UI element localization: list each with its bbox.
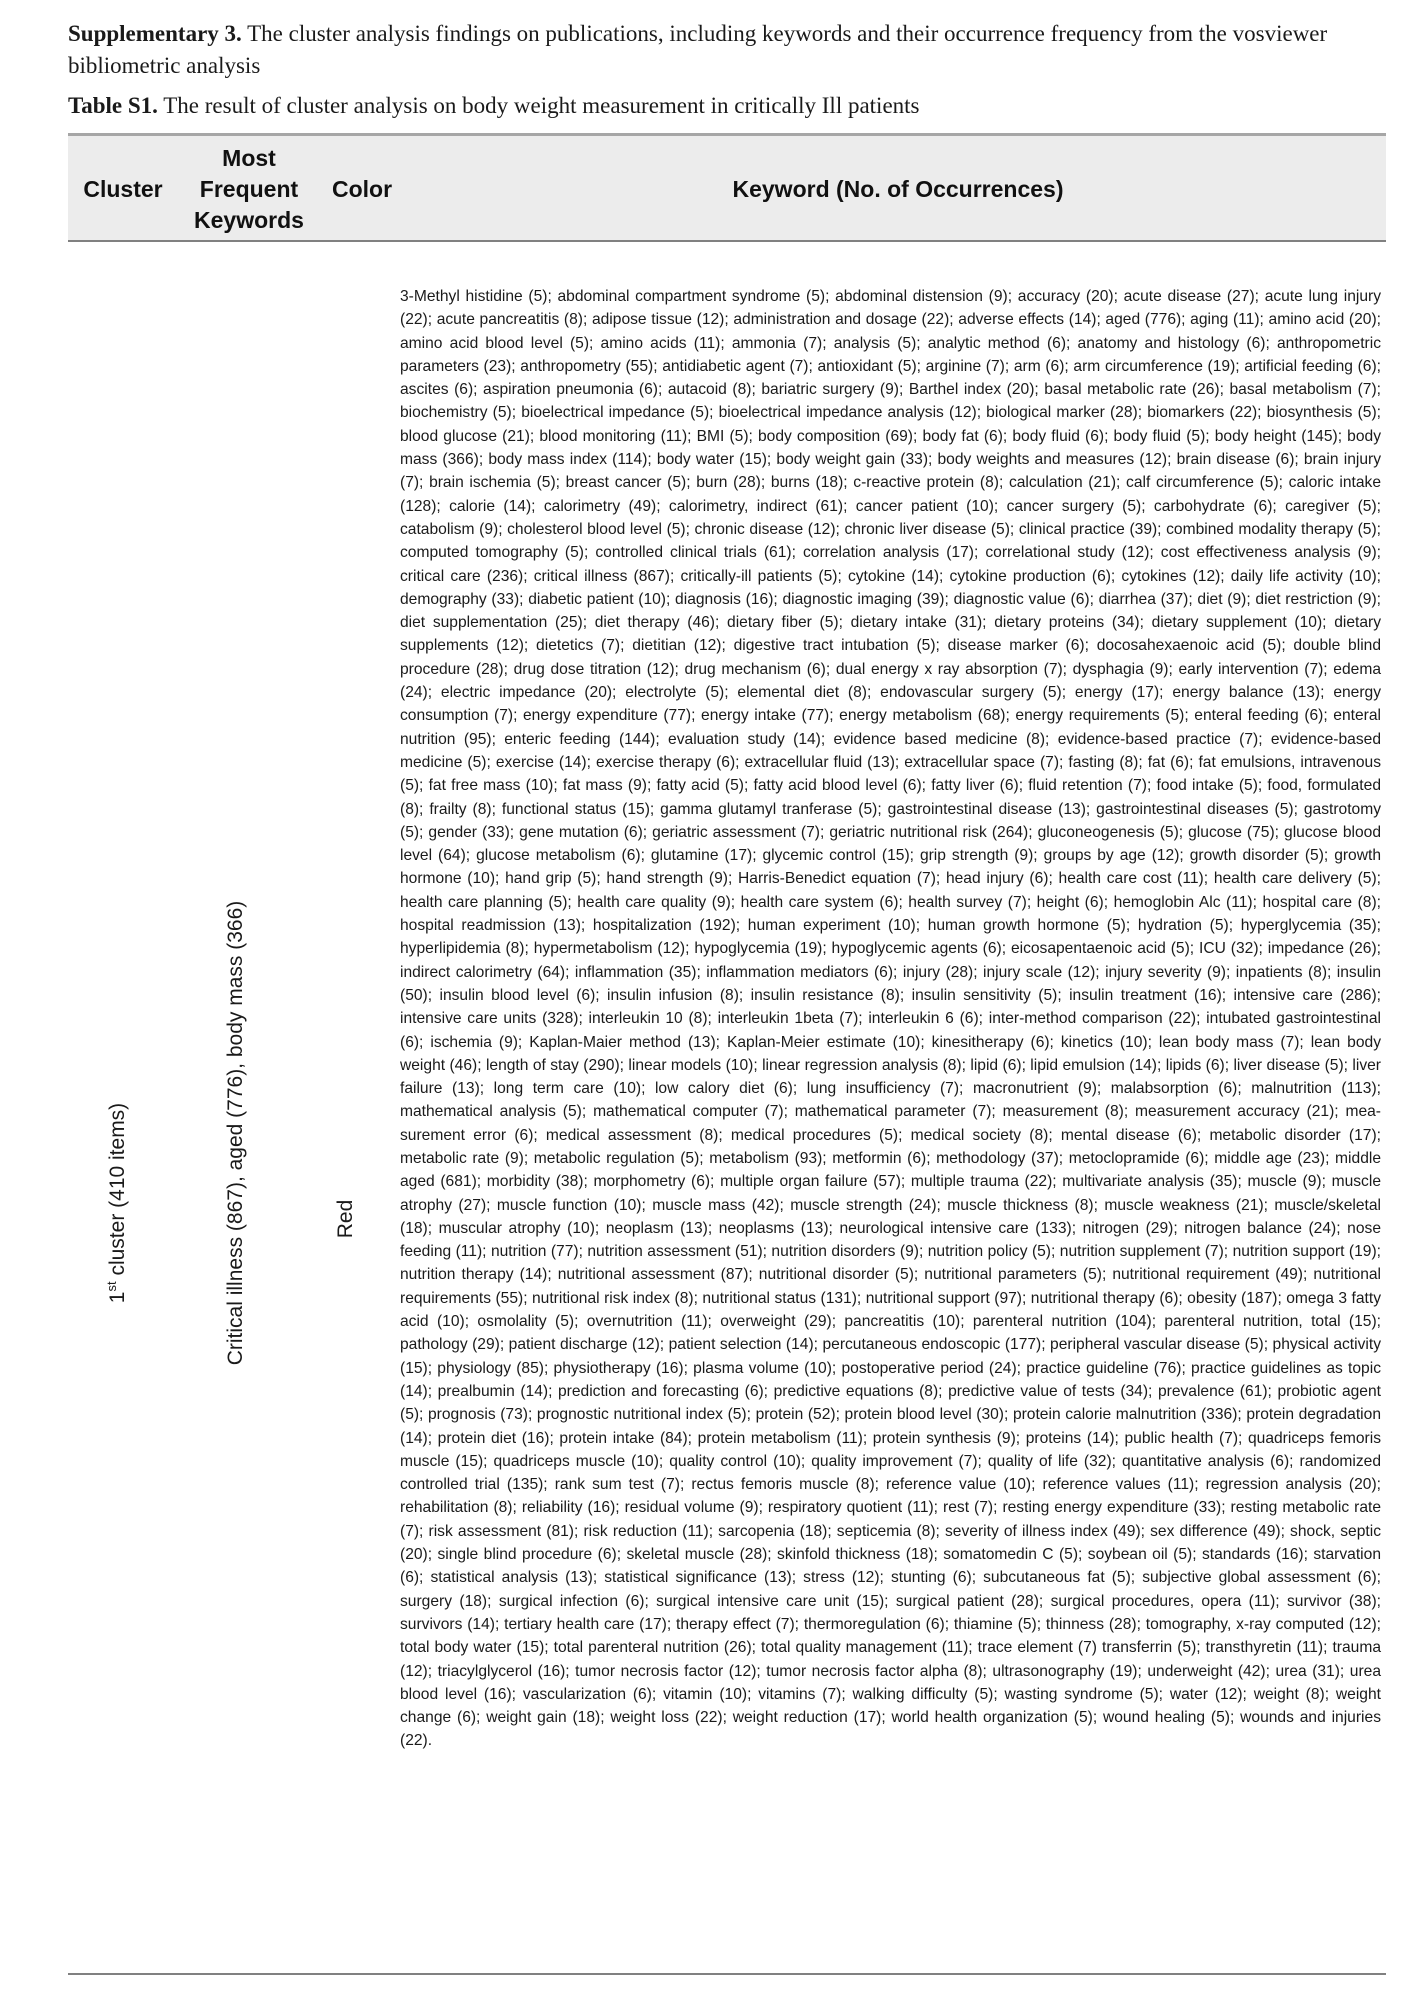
cell-keyword-list: 3-Methyl histidine (5); abdominal compartment syndrome (5); abdominal distension (9); accuracy (20); acute disease (27); acute lung injury (22); acute pancreatitis (8); adipose tissue (12); administration and dosage (22); adverse effects (14); aged (776); aging (11); amino acid (20); amino acid blood level (5); amino acids (11); ammonia (7); analysis (5); analytic method (6); anatomy and histology (6); anthropometric parameters (23); anthropometry (55); antidiabetic agent (7); antioxidant (5); arginine (7); arm (6); arm circumference (19); artificial feeding (6); ascites (6); aspiration pneumonia (6); autacoid (8); bariatric surgery (9); Barthel index (20); basal metabolic rate (26); basal metabolism (7); biochemistry (5); bioelectrical impedance (5); bioelectrical impedance analysis (12); biological marker (28); biomarkers (22); biosynthesis (5); blood glucose (21); blood monitoring (11); BMI (5); body composition (69); body fat (6); body fluid (6); body fluid (5); body height (145); body mass (366); body mass index (114); body water (15); body weight gain (33); body weights and measures (12); brain disease (6); brain injury (7); brain ischemia (5); breast cancer (5); burn (28); burns (18); c-reactive protein (8); calculation (21); calf circumference (5); caloric intake (128); calorie (14); calorimetry (49); calorimetry, indirect (61); cancer patient (10); cancer surgery (5); carbohydrate (6); caregiver (5); catabolism (9); cholesterol blood level (5); chronic disease (12); chronic liver disease (5); clinical practice (39); combined modality therapy (5); computed tomography (5); controlled clinical trials (61); correlation analysis (17); correlational study (12); cost effectiveness analysis (9); critical care (236); critical illness (867); critically-ill patients (5); cytokine (14); cytokine production (6); cytokines (12); daily life activity (10); demography (33); diabetic patient (10); diagnosis (16); diagnostic imaging (39); diagnostic value (6); diarrhea (37); diet (9); diet restriction (9); diet supplementation (25); diet therapy (46); dietary fiber (5); dietary intake (31); dietary proteins (34); dietary supplement (10); dietary supplements (12); dietetics (7); dietitian (12); digestive tract intubation (5); disease marker (6); docosahexaenoic acid (5); double blind procedure (28); drug dose titration (12); drug mechanism (6); dual energy x ray absorption (7); dysphagia (9); early intervention (7); edema (24); electric impedance (20); electrolyte (5); elemental diet (8); endovascular surgery (5); energy (17); energy balance (13); energy consumption (7); energy expenditure (77); energy intake (77); energy metabolism (68); energy requirements (5); enteral feeding (6); enteral nutrition (95); enteric feeding (144); evaluation study (14); evidence based medicine (8); evidence-based practice (7); evidence-based medicine (5); exercise (14); exercise therapy (6); extracellular fluid (13); extracellular space (7); fasting (8); fat (6); fat emulsions, intravenous (5); fat free mass (10); fat mass (9); fatty acid (5); fatty acid blood level (6); fatty liver (6); fluid retention (7); food intake (5); food, formulated (8); frailty (8); functional status (15); gamma glutamyl tranferase (5); gastrointestinal disease (13); gastrointestinal diseases (5); gastrotomy (5); gender (33); gene mutation (6); geriatric assessment (7); geriatric nutritional risk (264); gluconeogenesis (5); glucose (75); glucose blood level (64); glucose metabolism (6); glutamine (17); glycemic control (15); grip strength (9); groups by age (12); growth disorder (5); growth hormone (10); hand grip (5); hand strength (9); Harris-Benedict equation (7); head injury (6); health care cost (11); health care delivery (5); health care planning (5); health care quality (9); health care system (6); health survey (7); height (6); hemoglobin Alc (11); hospital care (8); hospital readmission (13); hospitalization (192); human experiment (10); human growth hormone (5); hydration (5); hyperglycemia (35); hyperlipidemia (8); hypermetabolism (12); hypoglycemia (19); hypoglycemic agents (6); eicosapentaenoic acid (5); ICU (32); impedance (26); indirect calorimetry (64); inflammation (35); inflammation mediators (6); injury (28); injury scale (12); injury severity (9); inpatients (8); insulin (50); insulin blood level (6); insulin infusion (8); insulin resistance (8); insulin sensitivity (5); insulin treatment (16); intensive care (286); intensive care units (328); interleukin 10 (8); interleukin 1beta (7); interleukin 6 (6); inter-method comparison (22); intubated gastrointestinal (6); ischemia (9); Kaplan-Maier method (13); Kaplan-Meier estimate (10); kinesitherapy (6); kinetics (10); lean body mass (7); lean body weight (46); length of stay (290); linear models (10); linear regression analysis (8); lipid (6); lipid emulsion (14); lipids (6); liver disease (5); liver failure (13); long term care (10); low calory diet (6); lung insufficiency (7); macronutrient (9); malabsorption (6); malnutrition (113); mathematical analysis (5); mathematical computer (7); mathematical parameter (7); measurement (8); measurement accuracy (21); measurement error (6); medical assessment (8); medical procedures (5); medical society (8); mental disease (6); metabolic disorder (17); metabolic rate (9); metabolic regulation (5); metabolism (93); metformin (6); methodology (37); metoclopramide (6); middle age (23); middle aged (681); morbidity (38); morphometry (6); multiple organ failure (57); multiple trauma (22); multivariate analysis (35); muscle (9); muscle atrophy (27); muscle function (10); muscle mass (42); muscle strength (24); muscle thickness (8); muscle weakness (21); muscle/skeletal (18); muscular atrophy (10); neoplasm (13); neoplasms (13); neurological intensive care (133); nitrogen (29); nitrogen balance (24); nose feeding (11); nutrition (77); nutrition assessment (51); nutrition disorders (9); nutrition policy (5); nutrition supplement (7); nutrition support (19); nutrition therapy (14); nutritional assessment (87); nutritional disorder (5); nutritional parameters (5); nutritional requirement (49); nutritional requirements (55); nutritional risk index (8); nutritional status (131); nutritional support (97); nutritional therapy (6); obesity (187); omega 3 fatty acid (10); osmolality (5); overnutrition (11); overweight (29); pancreatitis (10); parenteral nutrition (104); parenteral nutrition, total (15); pathology (29); patient discharge (12); patient selection (14); percutaneous endoscopic (177); peripheral vascular disease (5); physical activity (15); physiology (85); physiotherapy (16); plasma volume (10); postoperative period (24); practice guideline (76); practice guidelines as topic (14); prealbumin (14); prediction and forecasting (6); predictive equations (8); predictive value of tests (34); prevalence (61); probiotic agent (5); prognosis (73); prognostic nutritional index (5); protein (52); protein blood level (30); protein calorie malnutrition (336); protein degradation (14); protein diet (16); protein intake (84); protein metabolism (11); protein synthesis (9); proteins (14); public health (7); quadriceps femoris muscle (15); quadriceps muscle (10); quality control (10); quality improvement (7); quality of life (32); quantitative analysis (6); randomized controlled trial (135); rank sum test (7); rectus femoris muscle (8); reference value (10); reference values (11); regression analysis (20); rehabilitation (8); reliability (16); residual volume (9); respiratory quotient (11); rest (7); resting energy expenditure (33); resting metabolic rate (7); risk assessment (81); risk reduction (11); sarcopenia (18); septicemia (8); severity of illness index (49); sex difference (49); shock, septic (20); single blind procedure (6); skeletal muscle (28); skinfold thickness (18); somatomedin C (5); soybean oil (5); standards (16); starvation (6); statistical analysis (13); statistical significance (13); stress (12); stunting (6); subcutaneous fat (5); subjective global assessment (6); surgery (18); surgical infection (6); surgical intensive care unit (15); surgical patient (28); surgical procedures, opera (11); survivor (38); survivors (14); tertiary health care (17); therapy effect (7); thermoregulation (6); thiamine (5); thinness (28); tomography, x-ray computed (12); total body water (15); total parenteral nutrition (26); total quality management (11); trace element (7) transferrin (5); transthyretin (11); trauma (12); triacylglycerol (16); tumor necrosis factor (12); tumor necrosis factor alpha (8); ultrasonography (19); underweight (42); urea (31); urea blood level (16); vascularization (6); vitamin (10); vitamins (7); walking difficulty (5); wasting syndrome (5); water (12); weight (8); weight change (6); weight gain (18); weight loss (22); weight reduction (17); world health organization (5); wound healing (5); wounds and injuries (22). xyxy=(400,288,1381,1750)
cell-cluster xyxy=(106,1103,130,1303)
header-cluster: Cluster xyxy=(83,176,163,202)
cluster-table xyxy=(68,133,1386,1975)
cluster-label: cluster (410 items) xyxy=(106,1102,129,1282)
supplementary-heading xyxy=(68,18,1388,82)
supplementary-label: Supplementary 3. xyxy=(68,21,242,46)
header-keyword: Keyword (No. of Occurrences) xyxy=(732,176,1064,202)
table-label: Table S1. xyxy=(68,93,158,118)
table-header-rule xyxy=(68,240,1386,242)
table-caption-text: The result of cluster analysis on body weight measurement in critically Ill patients xyxy=(157,93,920,118)
cluster-ordinal-suffix: st xyxy=(104,1281,119,1292)
table-caption xyxy=(68,90,1388,122)
table-header-row xyxy=(68,136,1386,240)
supplementary-text: The cluster analysis findings on publications, including keywords and their occurrence frequency from the vosviewer bibliometric analysis xyxy=(68,21,1328,78)
header-most-frequent-keywords: Most Frequent Keywords xyxy=(194,145,304,233)
cluster-ordinal-number: 1 xyxy=(106,1291,129,1304)
header-color: Color xyxy=(331,176,393,202)
cell-most-frequent-keywords: Critical illness (867), aged (776), body mass (366) xyxy=(224,900,247,1366)
table-bottom-rule xyxy=(68,1973,1386,1975)
cell-color: Red xyxy=(334,1199,357,1239)
